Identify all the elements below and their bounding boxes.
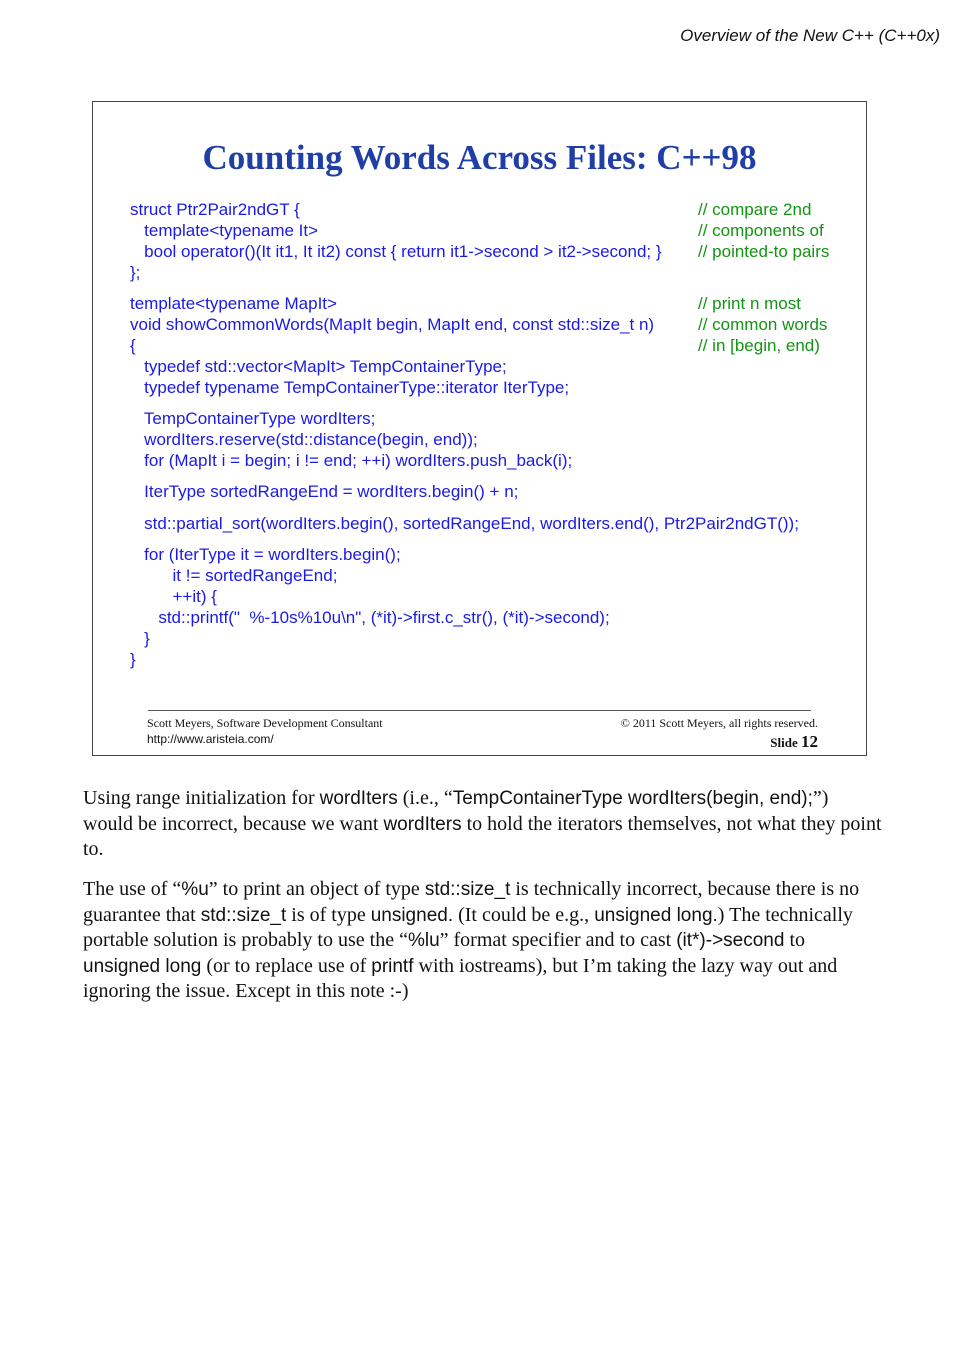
note-text: to	[784, 929, 806, 951]
note-code: std::size_t	[200, 904, 287, 926]
note-text: is technically incorrect, because there is no guarantee that	[83, 878, 860, 926]
note-paragraph-1	[83, 786, 883, 862]
note-code: printf	[371, 955, 414, 977]
code-line: ++it) {	[130, 587, 217, 606]
code-line: TempContainerType wordIters;	[130, 409, 376, 428]
note-code: TempContainerType wordIters(begin, end);	[452, 788, 813, 809]
code-line: }	[130, 650, 136, 669]
note-text: ” to print an object of type	[208, 878, 425, 900]
code-comment: // compare 2nd	[698, 200, 812, 219]
code-line: it != sortedRangeEnd;	[130, 566, 338, 585]
code-comment: // common words	[698, 315, 828, 334]
note-code: (it*)->second	[676, 930, 785, 951]
note-code: wordIters	[319, 788, 398, 809]
code-comment: // in [begin, end)	[698, 336, 820, 355]
footer-url[interactable]: http://www.aristeia.com/	[147, 732, 274, 746]
slide-label: Slide	[770, 735, 798, 750]
code-line: }	[130, 629, 150, 648]
note-code: unsigned long	[83, 955, 202, 977]
code-line: template<typename It>	[130, 221, 319, 240]
note-code: unsigned.	[370, 904, 454, 926]
footer-author: Scott Meyers, Software Development Consultant	[147, 716, 383, 730]
code-line: bool operator()(It it1, It it2) const { return it1->second > it2->second; }	[130, 242, 662, 261]
code-comment: // print n most	[698, 294, 801, 313]
code-line: template<typename MapIt>	[130, 294, 337, 313]
code-line: std::partial_sort(wordIters.begin(), sortedRangeEnd, wordIters.end(), Ptr2Pair2ndGT());	[130, 514, 799, 533]
code-line: for (IterType it = wordIters.begin();	[130, 545, 401, 564]
note-paragraph-2	[83, 877, 883, 1004]
code-line: void showCommonWords(MapIt begin, MapIt end, const std::size_t n)	[130, 315, 655, 334]
page-header-title: Overview of the New C++ (C++0x)	[680, 26, 940, 45]
note-text: to hold the iterators themselves, not what they point to.	[83, 812, 882, 860]
note-code: std::size_t	[424, 879, 511, 900]
note-text: is of type	[286, 903, 371, 926]
footer-copyright: © 2011 Scott Meyers, all rights reserved.	[620, 716, 818, 730]
note-text: ) The technically portable solution is probably to use the “	[83, 903, 853, 951]
note-code: wordIters	[383, 813, 462, 835]
note-text: ” format specifier and to cast	[439, 929, 677, 951]
code-comment: // components of	[698, 221, 824, 240]
note-text: with iostreams), but I’m taking the lazy way out and ignoring the issue. Except in this note :-)	[83, 954, 838, 1002]
slide	[92, 101, 867, 756]
note-text: (or to replace use of	[201, 954, 372, 977]
code-line: for (MapIt i = begin; i != end; ++i) wordIters.push_back(i);	[130, 451, 573, 470]
footer-divider	[148, 710, 811, 711]
note-text: Using range initialization for	[83, 787, 320, 809]
slide-number	[770, 732, 818, 752]
note-text: (It could be e.g.,	[453, 903, 595, 926]
code-line: typedef typename TempContainerType::iterator IterType;	[130, 378, 570, 397]
note-text: (i.e., “	[397, 787, 453, 809]
code-line: wordIters.reserve(std::distance(begin, end));	[130, 430, 478, 449]
code-line: typedef std::vector<MapIt> TempContainerType;	[130, 357, 507, 376]
code-line: struct Ptr2Pair2ndGT {	[130, 200, 300, 219]
slide-number-value: 12	[801, 732, 818, 751]
note-text: The use of “	[83, 878, 182, 900]
code-comment: // pointed-to pairs	[698, 242, 830, 261]
code-line: };	[130, 263, 141, 282]
code-line: {	[130, 336, 136, 355]
note-text: ”) would be incorrect, because we want	[83, 787, 829, 835]
note-code: %u	[181, 879, 209, 900]
code-line: IterType sortedRangeEnd = wordIters.begin() + n;	[130, 482, 519, 501]
slide-title: Counting Words Across Files: C++98	[202, 138, 757, 177]
note-code: %lu	[407, 930, 440, 951]
code-line: std::printf(" %-10s%10u\n", (*it)->first.c_str(), (*it)->second);	[130, 608, 610, 627]
note-code: unsigned long.	[594, 904, 718, 926]
